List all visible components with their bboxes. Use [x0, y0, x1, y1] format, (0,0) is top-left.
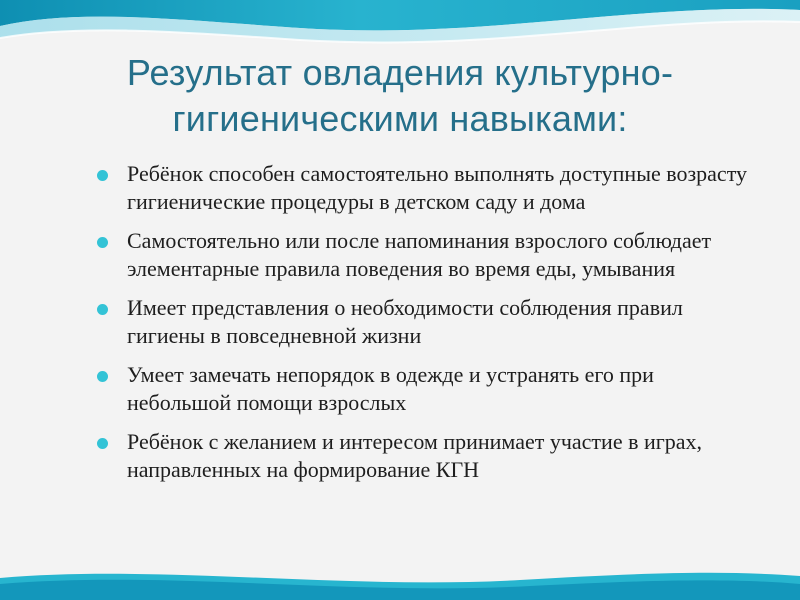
- bullet-item-1: [97, 160, 757, 216]
- bullet-item-4: [97, 361, 757, 417]
- bullet-item-2: [97, 227, 757, 283]
- bullet-dot-icon: [97, 304, 108, 315]
- bullet-dot-icon: [97, 371, 108, 382]
- bullet-text-3: Имеет представления о необходимости соблюдения правил гигиены в повседневной жизни: [127, 295, 683, 348]
- bullet-list: [97, 160, 757, 495]
- bullet-text-1: Ребёнок способен самостоятельно выполнять доступные возрасту гигиенические процедуры в детском саду и дома: [127, 161, 748, 214]
- bullet-dot-icon: [97, 438, 108, 449]
- bottom-wave-decoration: [0, 560, 800, 600]
- bullet-text-2: Самостоятельно или после напоминания взрослого соблюдает элементарные правила поведения во время еды, умывания: [127, 228, 712, 281]
- slide-title: [40, 50, 760, 142]
- bullet-item-3: [97, 294, 757, 350]
- bullet-dot-icon: [97, 170, 108, 181]
- bullet-text-4: Умеет замечать непорядок в одежде и устранять его при небольшой помощи взрослых: [127, 362, 654, 415]
- bullet-item-5: [97, 428, 757, 484]
- title-line-1: Результат овладения культурно-: [126, 52, 674, 93]
- title-line-2: гигиеническими навыками:: [172, 98, 628, 139]
- bullet-text-5: Ребёнок с желанием и интересом принимает участие в играх, направленных на формирование КГН: [127, 429, 703, 482]
- bullet-dot-icon: [97, 237, 108, 248]
